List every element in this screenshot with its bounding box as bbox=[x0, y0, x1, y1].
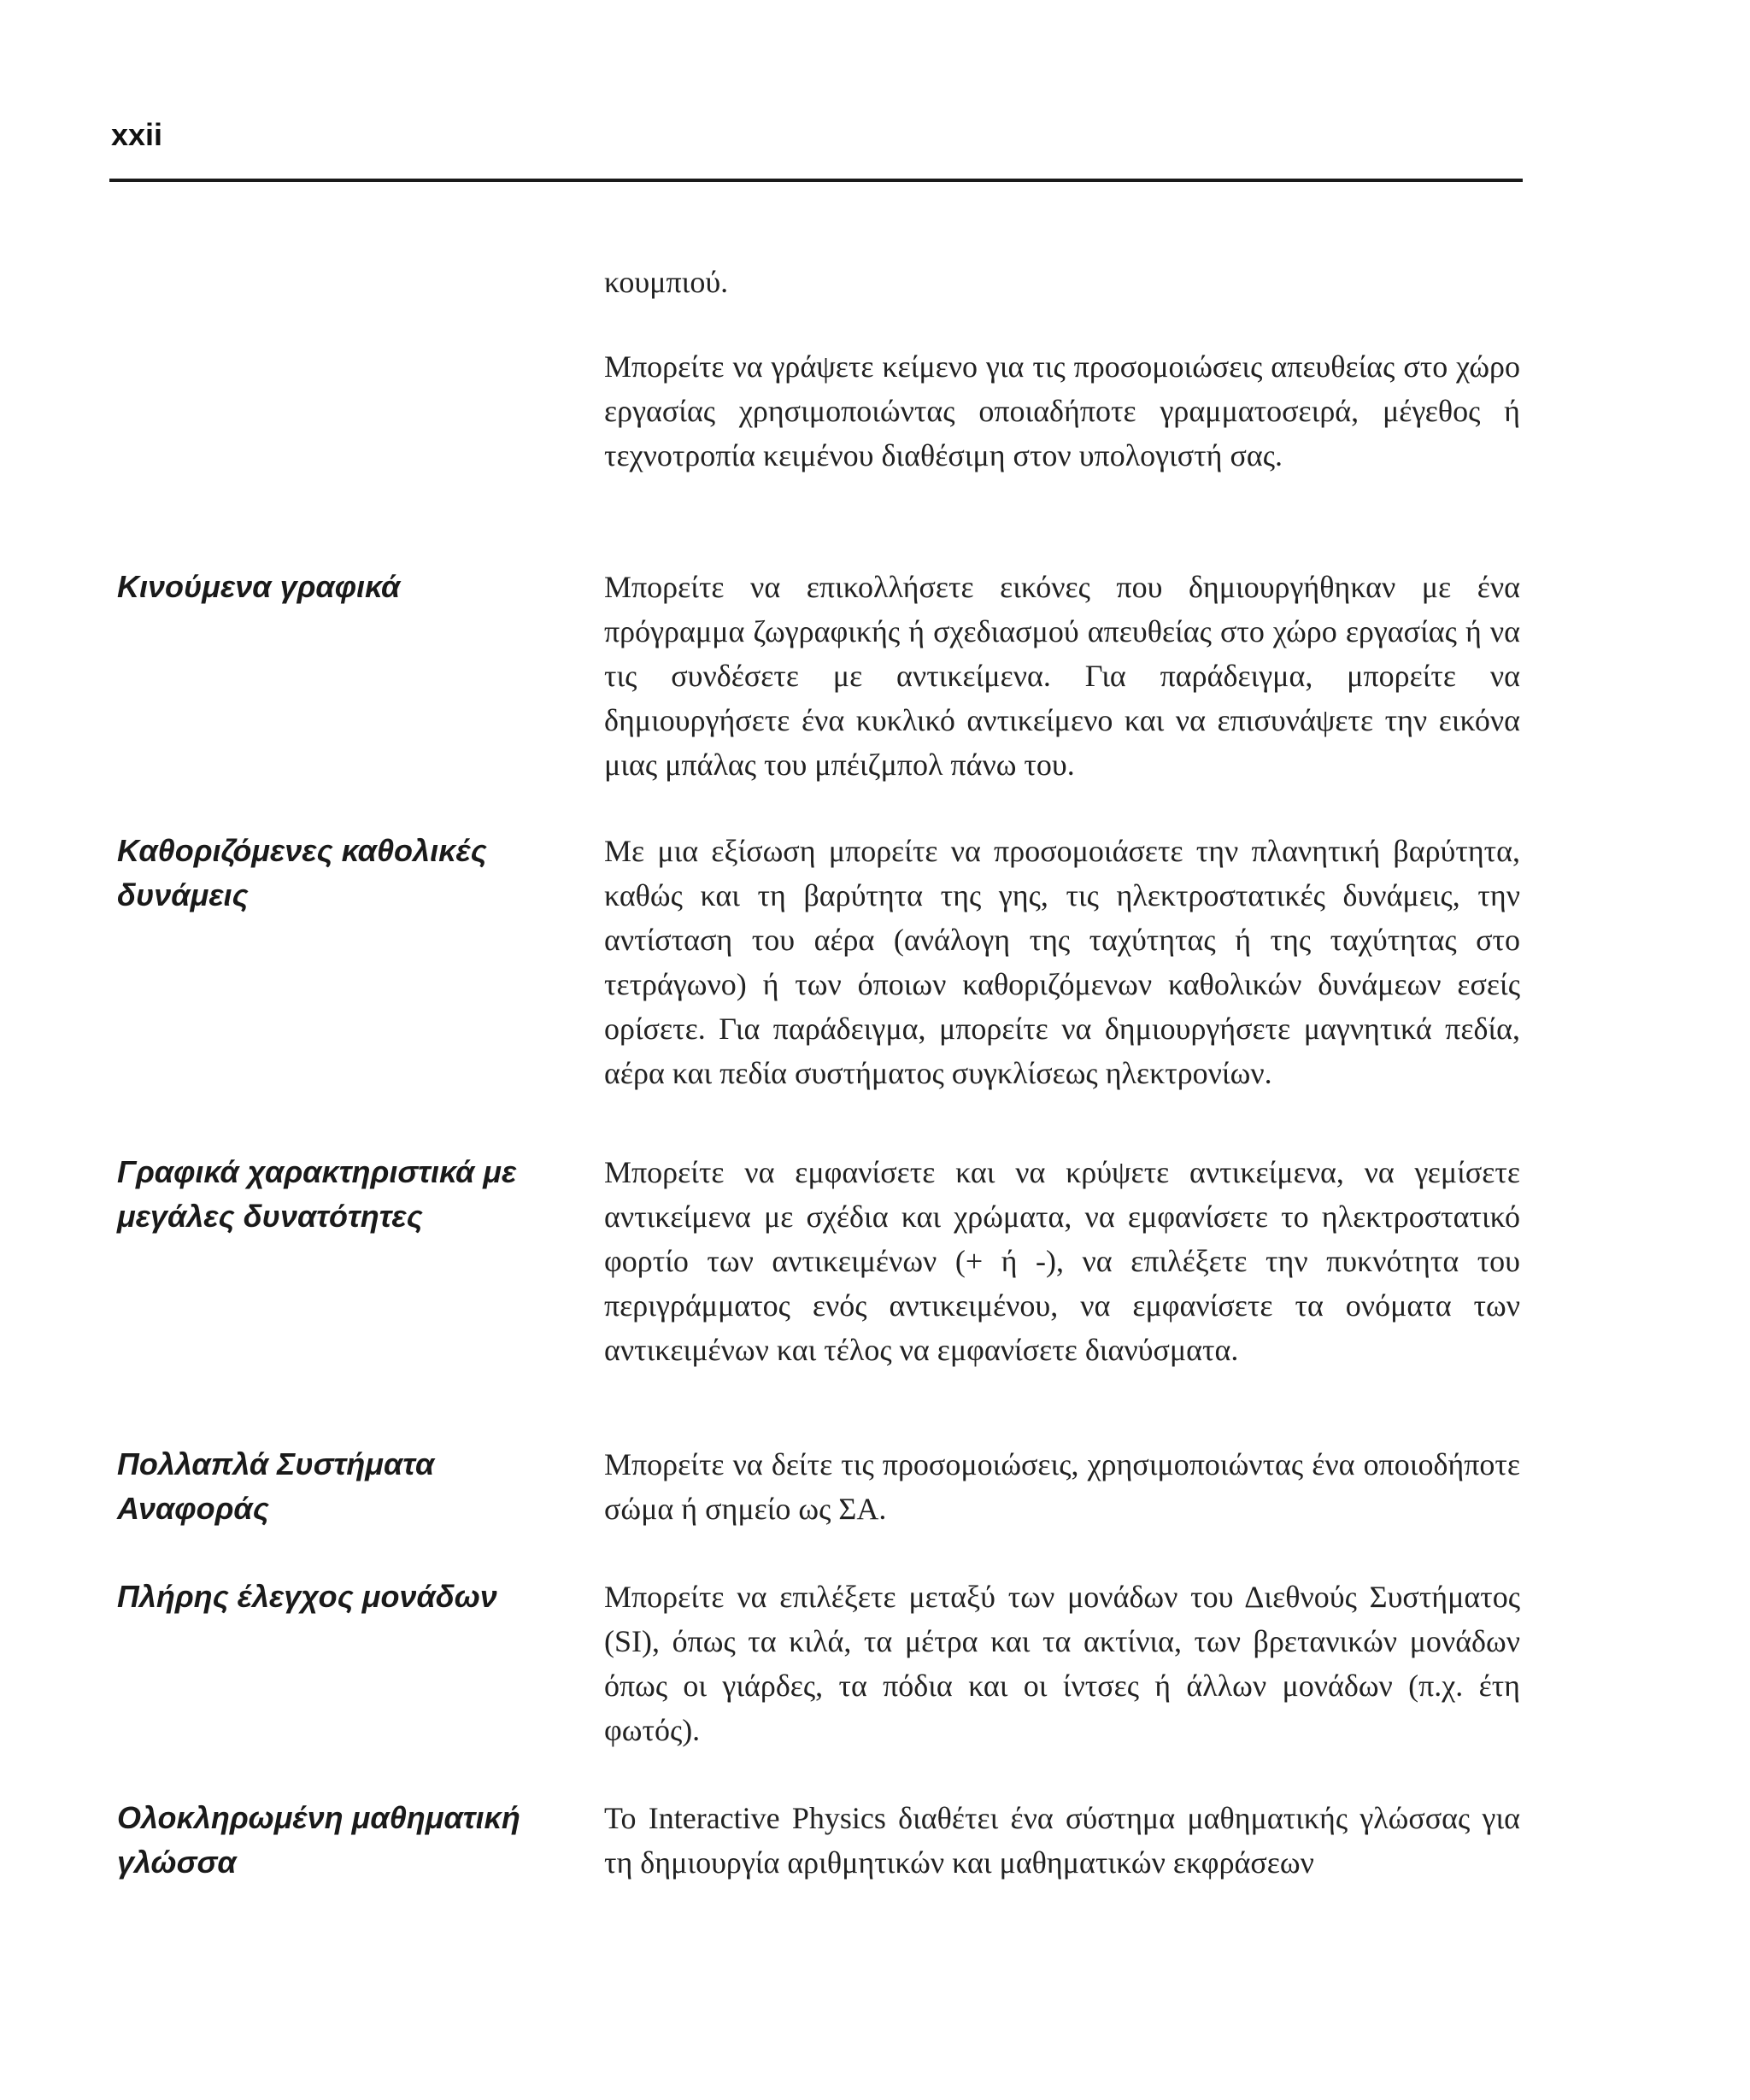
feature-term: Ολοκληρωμένη μαθηματική γλώσσα bbox=[117, 1800, 520, 1880]
page-number: xxii bbox=[111, 117, 163, 152]
feature-term: Κινούμενα γραφικά bbox=[117, 569, 401, 604]
header-rule bbox=[109, 179, 1523, 182]
feature-term: Πλήρης έλεγχος μονάδων bbox=[117, 1579, 497, 1614]
feature-term: Γραφικά χαρακτηριστικά με μεγάλες δυνατότητες bbox=[117, 1154, 517, 1234]
continuation-fragment: κουμπιού. bbox=[604, 265, 729, 299]
feature-description: Μπορείτε να εμφανίσετε και να κρύψετε αντικείμενα, να γεμίσετε αντικείμενα με σχέδια και χρώματα, να εμφανίσετε το ηλεκτροστατικό φορτίο των αντικειμένων (+ ή -), να επιλέξετε την πυκνότητα του περιγράμματος ενός αντικειμένου, να εμφανίσετε τα ονόματα των αντικειμένων και τέλος να εμφανίσετε διανύσματα. bbox=[604, 1155, 1520, 1367]
feature-description: Μπορείτε να δείτε τις προσομοιώσεις, χρησιμοποιώντας ένα οποιοδήποτε σώμα ή σημείο ως ΣΑ. bbox=[604, 1447, 1520, 1526]
feature-term: Πολλαπλά Συστήματα Αναφοράς bbox=[117, 1446, 435, 1526]
feature-term: Καθοριζόμενες καθολικές δυνάμεις bbox=[117, 833, 487, 912]
feature-description: Μπορείτε να επικολλήσετε εικόνες που δημιουργήθηκαν με ένα πρόγραμμα ζωγραφικής ή σχεδιασμού απευθείας στο χώρο εργασίας ή να τις συνδέσετε με αντικείμενα. Για παράδειγμα, μπορείτε να δημιουργήσετε ένα κυκλικό αντικείμενο και να επισυνάψετε την εικόνα μιας μπάλας του μπέιζμπολ πάνω του. bbox=[604, 570, 1520, 782]
feature-description: Με μια εξίσωση μπορείτε να προσομοιάσετε την πλανητική βαρύτητα, καθώς και τη βαρύτητα της γης, τις ηλεκτροστατικές δυνάμεις, την αντίσταση του αέρα (ανάλογη της ταχύτητας ή της ταχύτητας στο τετράγωνο) ή των όποιων καθοριζόμενων καθολικών δυνάμεων εσείς ορίσετε. Για παράδειγμα, μπορείτε να δημιουργήσετε μαγνητικά πεδία, αέρα και πεδία συστήματος συγκλίσεως ηλεκτρονίων. bbox=[604, 834, 1520, 1090]
feature-description: Μπορείτε να επιλέξετε μεταξύ των μονάδων του Διεθνούς Συστήματος (SI), όπως τα κιλά, τα μέτρα και τα ακτίνια, των βρετανικών μονάδων όπως οι γιάρδες, τα πόδια και οι ίντσες ή άλλων μονάδων (π.χ. έτη φωτός). bbox=[604, 1580, 1520, 1747]
feature-description: Το Interactive Physics διαθέτει ένα σύστημα μαθηματικής γλώσσας για τη δημιουργία αριθμητικών και μαθηματικών εκφράσεων bbox=[604, 1801, 1520, 1880]
continuation-paragraph: Μπορείτε να γράψετε κείμενο για τις προσομοιώσεις απευθείας στο χώρο εργασίας χρησιμοποιώντας οποιαδήποτε γραμματοσειρά, μέγεθος ή τεχνοτροπία κειμένου διαθέσιμη στον υπολογιστή σας. bbox=[604, 349, 1520, 472]
